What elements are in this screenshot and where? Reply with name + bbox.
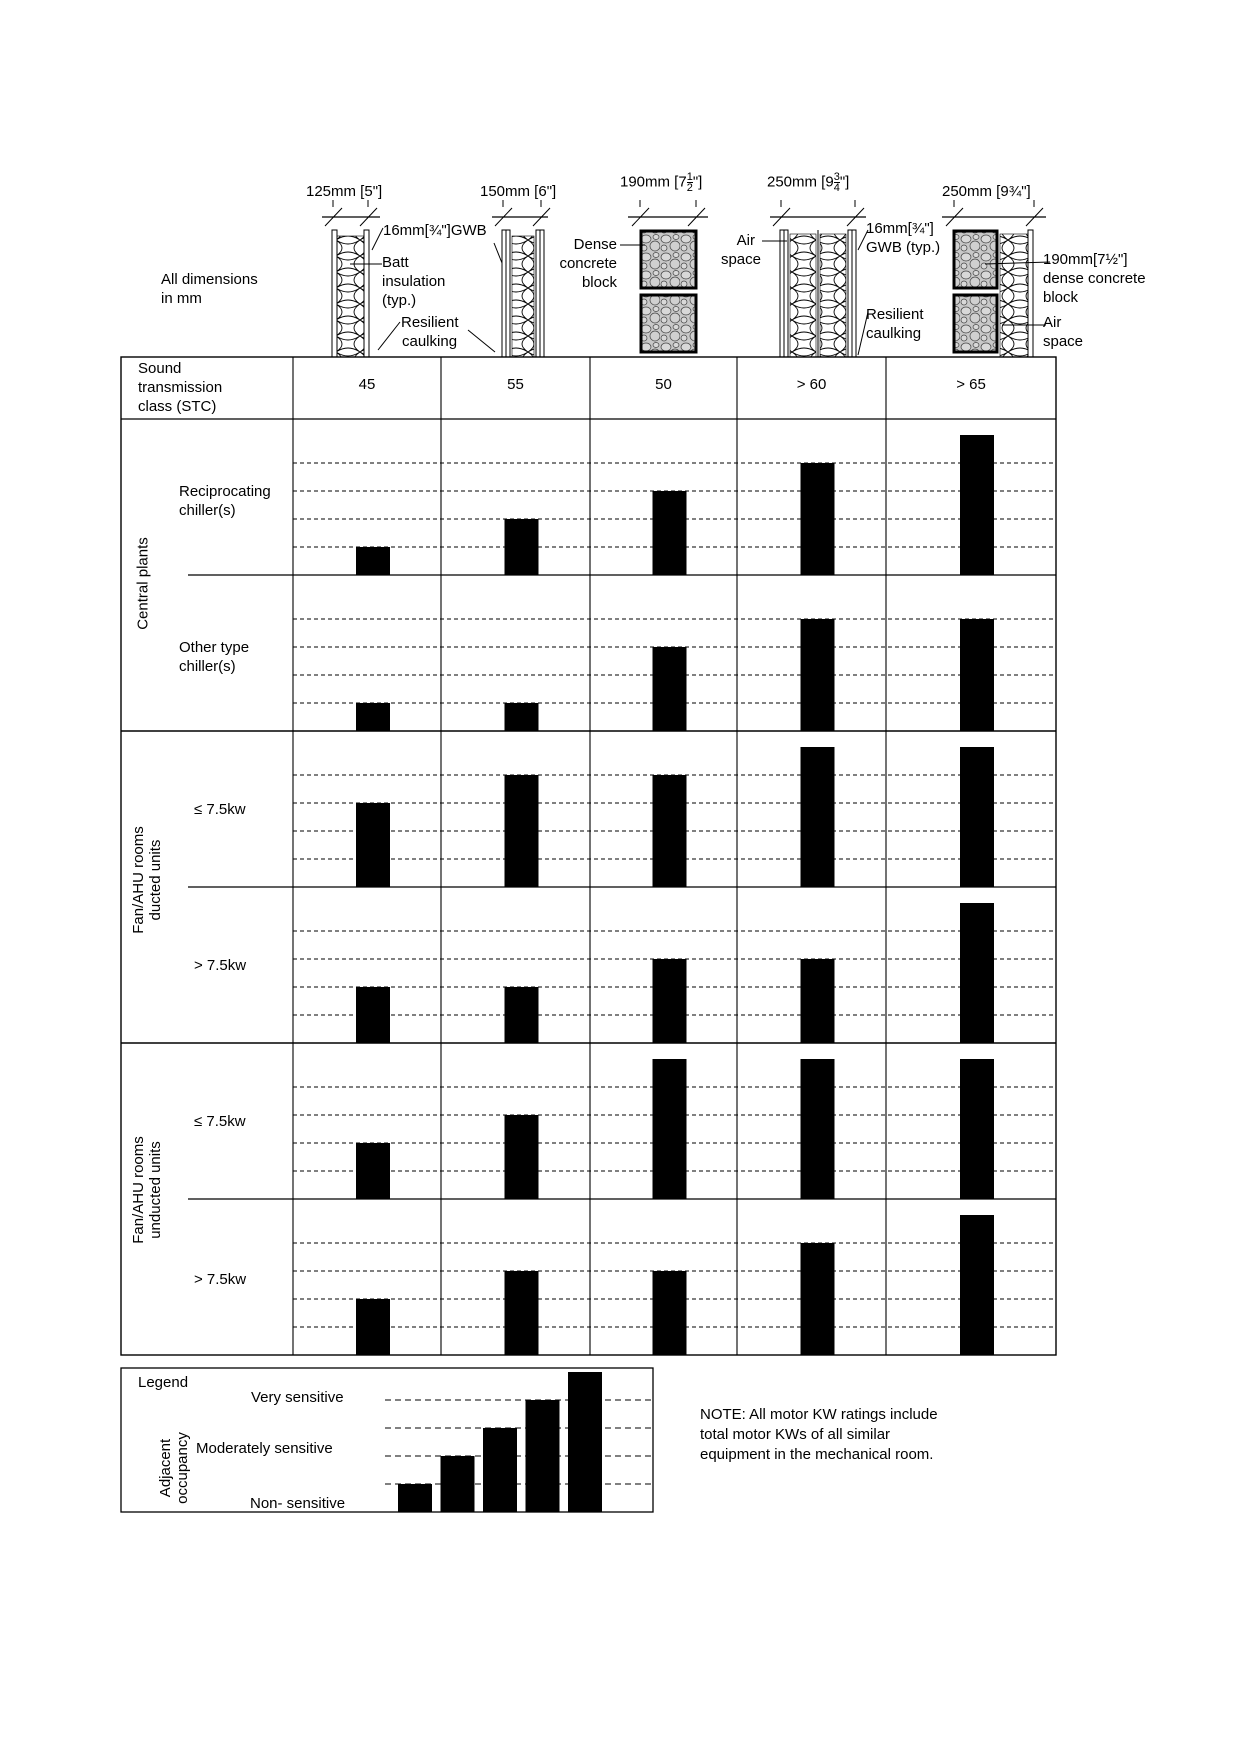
gwb-label-line2: GWB (typ.) [866, 239, 941, 256]
caulk-label-line2: caulking [866, 325, 922, 342]
bar-3-1 [356, 803, 390, 887]
wall-3-dimension-suffix: "] [692, 173, 703, 191]
bar-5-5 [960, 1059, 994, 1199]
bar-4-5 [960, 903, 994, 1043]
bar-4-4 [801, 959, 835, 1043]
block-label-line2: dense concrete [1043, 270, 1146, 287]
bar-5-2 [505, 1115, 539, 1199]
caulk-label-line2: caulking [402, 333, 458, 350]
wall-1-gwb-label: 16mm[¾"]GWB [383, 222, 487, 239]
caulk-label-line1: Resilient [401, 314, 459, 331]
fraction-denominator: 2 [686, 182, 693, 194]
bar-2-1 [356, 703, 390, 731]
bar-1-1 [356, 547, 390, 575]
block-label-line1: 190mm[7½"] [1043, 251, 1128, 268]
air-label-line1: Air [1043, 314, 1062, 331]
legend-axis-label [157, 1418, 193, 1518]
air-label-line2: space [1043, 333, 1084, 350]
legend-bar-2 [441, 1456, 475, 1512]
stc-value: 45 [358, 376, 376, 393]
legend-level-non: Non- sensitive [250, 1495, 346, 1512]
group-label-central-plants [135, 514, 152, 654]
air-label-line1: Air [736, 232, 755, 249]
legend-box [0, 1360, 700, 1520]
stc-value: 55 [507, 376, 524, 393]
legend-bar-3 [483, 1428, 517, 1512]
legend-bar-1 [398, 1484, 432, 1512]
row-label-unducted-le-7-5kw: ≤ 7.5kw [194, 1113, 246, 1130]
block-label-line3: block [1043, 289, 1079, 306]
row-label-other-type [179, 638, 249, 676]
bar-4-1 [356, 987, 390, 1043]
bar-2-3 [653, 647, 687, 731]
bar-5-3 [653, 1059, 687, 1199]
row-label-line1: Other type [179, 639, 250, 656]
block-label-line2: concrete [559, 255, 617, 272]
wall-4-dimension-prefix: 250mm [9 [767, 173, 834, 191]
group-label-line2: ducted units [147, 839, 164, 921]
bar-6-2 [505, 1271, 539, 1355]
legend-level-moderately: Moderately sensitive [196, 1440, 333, 1457]
bar-2-4 [801, 619, 835, 731]
air-label-line2: space [720, 251, 761, 268]
bar-4-2 [505, 987, 539, 1043]
legend-bar-4 [526, 1400, 560, 1512]
bar-2-5 [960, 619, 994, 731]
batt-label-line2: insulation [382, 273, 446, 290]
stc-header-line3: class (STC) [138, 398, 217, 415]
group-label-line1: Fan/AHU rooms [130, 1136, 147, 1244]
row-label-reciprocating [179, 482, 271, 520]
bar-2-2 [505, 703, 539, 731]
row-label-line2: chiller(s) [179, 502, 236, 519]
bar-3-5 [960, 747, 994, 887]
legend-axis-line1: Adjacent [157, 1438, 174, 1498]
bar-5-4 [801, 1059, 835, 1199]
bar-6-3 [653, 1271, 687, 1355]
wall-3-dimension-prefix: 190mm [7 [620, 173, 687, 191]
fraction-denominator: 4 [833, 182, 840, 194]
row-label-unducted-gt-7-5kw: > 7.5kw [194, 1271, 247, 1288]
batt-label-line3: (typ.) [382, 292, 417, 309]
legend-title: Legend [138, 1374, 189, 1391]
stc-value: > 60 [796, 376, 827, 393]
bar-4-3 [653, 959, 687, 1043]
dimensions-note-line1: All dimensions [161, 271, 258, 288]
wall-1-dimension: 125mm [5"] [306, 183, 383, 200]
stc-value: > 65 [956, 376, 986, 393]
legend-level-very: Very sensitive [251, 1389, 344, 1406]
group-label-unducted [130, 1110, 166, 1270]
row-label-line1: Reciprocating [179, 483, 271, 500]
stc-value: 50 [655, 376, 672, 393]
bar-3-3 [653, 775, 687, 887]
stc-header-line1: Sound [138, 360, 182, 377]
batt-label-line1: Batt [382, 254, 409, 271]
bar-6-5 [960, 1215, 994, 1355]
row-label-ducted-gt-7-5kw: > 7.5kw [194, 957, 247, 974]
note-line2: total motor KWs of all similar [700, 1426, 891, 1443]
block-label-line3: block [581, 274, 617, 291]
stc-header-line2: transmission [138, 379, 223, 396]
wall-4-dimension-suffix: "] [839, 173, 850, 191]
legend-axis-line2: occupancy [174, 1432, 191, 1504]
dimensions-note-line2: in mm [161, 290, 202, 307]
bar-3-2 [505, 775, 539, 887]
group-label-text: Central plants [134, 537, 152, 630]
stc-header-label [138, 359, 222, 416]
bar-3-4 [801, 747, 835, 887]
gwb-label-line1: 16mm[¾"] [866, 220, 934, 237]
group-label-line1: Fan/AHU rooms [130, 826, 147, 934]
group-label-line2: unducted units [147, 1141, 164, 1239]
row-label-line2: chiller(s) [179, 658, 236, 675]
legend-bar-5 [568, 1372, 602, 1512]
bar-6-4 [801, 1243, 835, 1355]
block-label-line1: Dense [573, 236, 617, 253]
bar-1-4 [801, 463, 835, 575]
wall-5-dimension: 250mm [9¾"] [942, 183, 1031, 200]
wall-2-dimension: 150mm [6"] [480, 183, 557, 200]
bar-1-5 [960, 435, 994, 575]
row-label-ducted-le-7-5kw: ≤ 7.5kw [194, 801, 246, 818]
bar-1-2 [505, 519, 539, 575]
motor-kw-note [700, 1405, 938, 1465]
note-line3: equipment in the mechanical room. [700, 1446, 934, 1463]
fraction-numerator: 3 [833, 171, 840, 183]
fraction-numerator: 1 [686, 171, 693, 183]
caulk-label-line1: Resilient [866, 306, 924, 323]
bar-1-3 [653, 491, 687, 575]
group-label-ducted [130, 800, 166, 960]
bar-5-1 [356, 1143, 390, 1199]
note-line1: NOTE: All motor KW ratings include [700, 1406, 938, 1423]
bar-6-1 [356, 1299, 390, 1355]
